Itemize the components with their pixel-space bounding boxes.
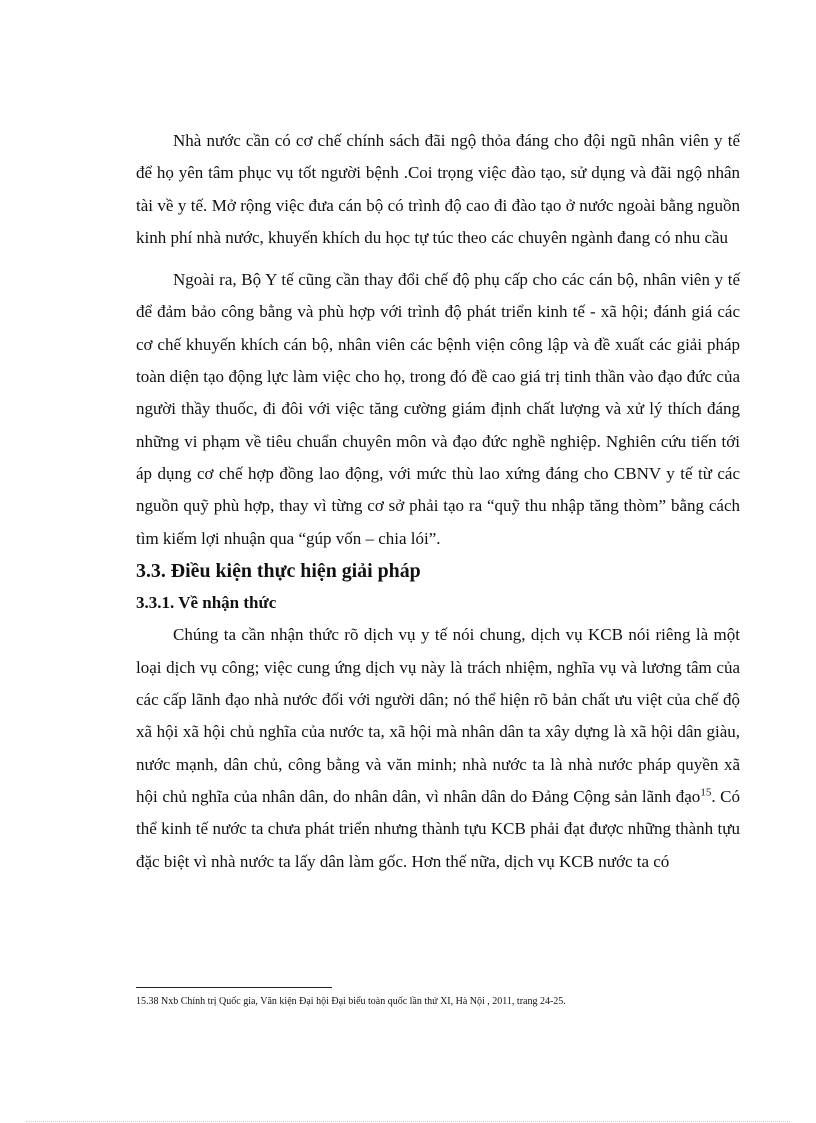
paragraph-awareness [136, 619, 740, 877]
paragraph-awareness-continued: . Có thể kinh tế nước ta chưa phát triển nhưng thành tựu KCB phải đạt được những thành tựu đặc biệt vì nhà nước ta lấy dân làm gốc. Hơn thế nữa, dịch vụ KCB nước ta có [136, 786, 740, 871]
document-body [136, 125, 740, 878]
footnote-separator [136, 987, 332, 988]
page-boundary [26, 1121, 790, 1122]
subsection-heading-3-3-1: 3.3.1. Về nhận thức [136, 593, 277, 613]
footnote-reference: 15 [700, 786, 712, 799]
paragraph-allowance-reform: Ngoài ra, Bộ Y tế cũng cần thay đổi chế độ phụ cấp cho các cán bộ, nhân viên y tế để đảm bảo công bằng và phù hợp với trình độ phát triển kinh tế - xã hội; đánh giá các cơ chế khuyến khích cán bộ, nhân viên các bệnh viện công lập và đề xuất các giải pháp toàn diện tạo động lực làm việc cho họ, trong đó đề cao giá trị tinh thần vào đạo đức của người thầy thuốc, đi đôi với việc tăng cường giám định chất lượng và xử lý thích đáng những vi phạm về tiêu chuẩn chuyên môn và đạo đức nghề nghiệp. Nghiên cứu tiến tới áp dụng cơ chế hợp đồng lao động, với mức thù lao xứng đáng cho CBNV y tế từ các nguồn quỹ phù hợp, thay vì từng cơ sở phải tạo ra “quỹ thu nhập tăng thòm” bằng cách tìm kiếm lợi nhuận qua “gúp vốn – chia lói”. [136, 270, 740, 548]
paragraph-staff-incentives: Nhà nước cần có cơ chế chính sách đãi ngộ thỏa đáng cho đội ngũ nhân viên y tế để họ yên tâm phục vụ tốt người bệnh .Coi trọng việc đào tạo, sử dụng và đãi ngộ nhân tài về y tế. Mở rộng việc đưa cán bộ có trình độ cao đi đào tạo ở nước ngoài bằng nguồn kinh phí nhà nước, khuyến khích du học tự túc theo các chuyên ngành đang có nhu cầu [136, 131, 740, 247]
section-heading-3-3: 3.3. Điều kiện thực hiện giải pháp [136, 559, 421, 582]
paragraph-awareness-text: Chúng ta cần nhận thức rõ dịch vụ y tế nói chung, dịch vụ KCB nói riêng là một loại dịch vụ công; việc cung ứng dịch vụ này là trách nhiệm, nghĩa vụ và lương tâm của các cấp lãnh đạo nhà nước đối với người dân; nó thể hiện rõ bản chất ưu việt của chế độ xã hội xã hội chủ nghĩa của nước ta, xã hội mà nhân dân ta xây dựng là xã hội dân giàu, nước mạnh, dân chủ, công bằng và văn minh; nhà nước ta là nhà nước pháp quyền xã hội chủ nghĩa của nhân dân, do nhân dân, vì nhân dân do Đảng Cộng sản lãnh đạo [136, 625, 740, 806]
footnote-text: 15.38 Nxb Chính trị Quốc gia, Văn kiện Đại hội Đại biểu toàn quốc lần thứ XI, Hà Nội , 2011, trang 24-25. [136, 996, 566, 1007]
